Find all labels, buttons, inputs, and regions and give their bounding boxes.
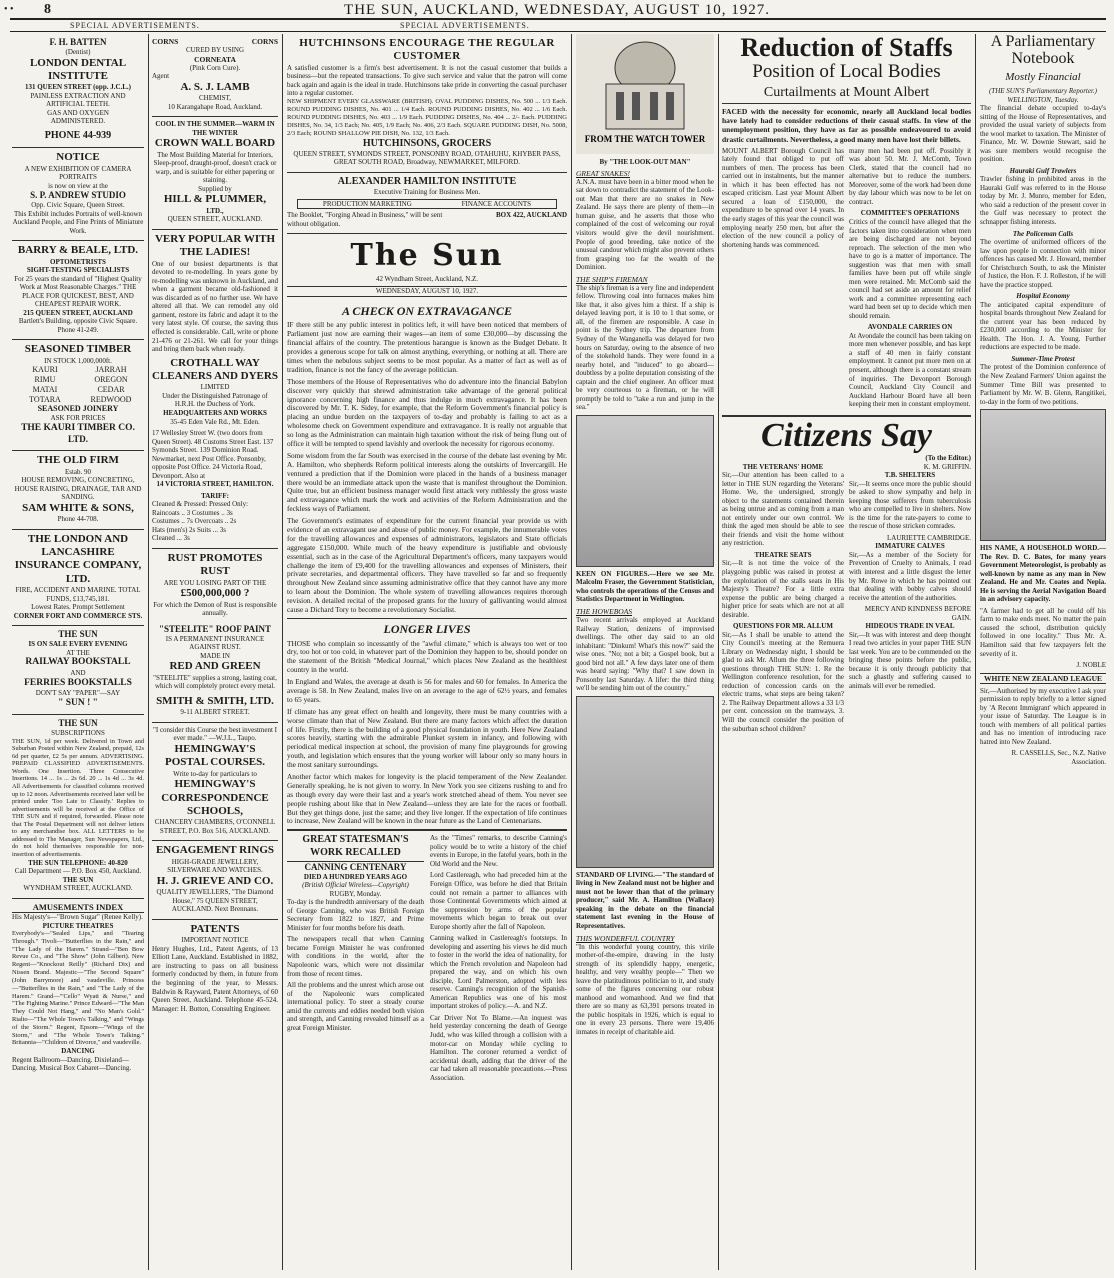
ad-text: Write to-day for particulars to bbox=[173, 769, 257, 778]
column-2-ads bbox=[152, 34, 278, 1268]
ad-text: Executive Training for Business Men. bbox=[373, 187, 481, 196]
paragraph: Sir,—It was with interest and deep thought I read two articles in your paper THE SUN last week. You are to be commended on the bringing these points before the public, because it is only through publicity that such a ghastly and suffering caused to animals will ever be remedied. bbox=[849, 630, 971, 690]
ad-text: WYNDHAM STREET, AUCKLAND. bbox=[23, 884, 133, 893]
amusements-title: AMUSEMENTS INDEX bbox=[12, 902, 144, 913]
paragraph: Those members of the House of Representatives who do adventure into the financial Babylon discover very quickly that shrewd administration take advantage of the general political ignorance concerning high finance and thus indulge in much extravagance. It has been discovered by Mr. T. K. Sidey, for example, that the Reform Government's financial policy is placing an undue burden on the taxpayers of to-day and probably is failing to act as a wholesome check on Government expenditure and extravagance. It is really not arguable that so long as the Administration can maintain high taxation without the risk of being flung out of office it will be tempted to spend lavishly and overlook the necessity for rigorous economy. bbox=[287, 376, 567, 448]
paragraph: At Avondale the council has been taking on more men whenever possible, and has kept a staff of 40 men in fairly constant employment. It cannot put more men on at present, although there is a constant stream of inquiries. The Devonport Borough Council, Auckland City Council and Auckland Harbour Board have all been keeping their men in constant employment. bbox=[849, 331, 971, 409]
letter-title: QUESTIONS FOR MR. ALLUM bbox=[733, 622, 833, 631]
ad-title: SMITH & SMITH, LTD. bbox=[156, 694, 274, 707]
ad-title: THE SUN bbox=[58, 629, 98, 640]
ad-steelite bbox=[152, 549, 278, 723]
ad-text: DON'T SAY "PAPER"—SAY bbox=[35, 689, 121, 698]
ad-row bbox=[287, 211, 567, 228]
section-subhead: AVONDALE CARRIES ON bbox=[867, 323, 953, 332]
story-dateline: RUGBY, Monday. bbox=[329, 889, 382, 898]
ad-text: ADMINISTERED. bbox=[50, 117, 106, 126]
wood-item: TOTARA bbox=[29, 394, 61, 404]
wood-item: KAURI bbox=[32, 365, 58, 375]
section-subhead: WHITE NEW ZEALAND LEAGUE bbox=[980, 673, 1106, 684]
ad-title: HEMINGWAY'S bbox=[174, 778, 256, 791]
ad-row bbox=[297, 199, 557, 210]
ad-text: COOL IN THE SUMMER—WARM IN THE WINTER bbox=[155, 120, 275, 137]
paragraph: Critics of the council have alleged that the factors taken into consideration when men are being discharged are not beyond reproach. The selection of the men who have to go is a matter of importance. The suggestion was that men with small families have been put off while single men were retained. Mr. McComb said the council had set aside an amount for relief work and a committee representing each ward had been set up to decide which men should remain. bbox=[849, 217, 971, 320]
dance-list: Regent Ballroom—Dancing. Dixieland—Dancing. Musical Box Cabaret—Dancing. bbox=[12, 1055, 132, 1073]
notebook-subhead: Mostly Financial bbox=[1005, 70, 1081, 83]
paragraph: Lord Castlereagh, who had preceded him at the Foreign Office, was before he died that Britain could not remain a partner to alliances with those Continental Governments which aimed at the suppression by arms of the popular movements which began to break out over Europe shortly after the fall of Napoleon. bbox=[430, 871, 567, 931]
photo-malcolm-fraser bbox=[576, 415, 714, 567]
ad-text: Under the Distinguished Patronage of H.R.H. the Duchess of York. bbox=[162, 391, 268, 409]
reduction-subhead-2: Curtailments at Mount Albert bbox=[722, 84, 971, 104]
ad-text: One of our busiest departments is that devoted to re-modelling. In years gone by re-modelling was unknown in Auckland, and when a garment became old-fashioned it was discarded as of no further use. We have altered all that. We can remodel any old garment, restore its fabric and adapt it to the very latest style. Of course, the saving thus effected is considerable. Call, write or phone 21-476 or 21-261. We call for your things and bring them back when ready. bbox=[152, 259, 278, 354]
paragraph: many men had been put off. Possibly it was about 50. Mr. J. McComb, Town Clerk, stated that the council had no alternative but to reduce the numbers. Moreover, some of the work had been done by day labour which was now to be let on contract. bbox=[849, 146, 971, 206]
notebook-headline: A Parliamentary Notebook bbox=[990, 34, 1096, 67]
column-6-notebook bbox=[980, 34, 1106, 1268]
ad-text: 215 QUEEN STREET, AUCKLAND bbox=[23, 308, 133, 317]
subscriptions-block bbox=[12, 715, 144, 898]
ad-title: INSURANCE COMPANY, bbox=[14, 559, 142, 572]
amusements-index bbox=[12, 899, 144, 1073]
ad-text: LIMITED bbox=[200, 383, 230, 392]
ad-text: 10 Karangahape Road, Auckland. bbox=[167, 102, 263, 111]
ad-text: The Booklet, "Forging Ahead in Business," will be sent without obligation. bbox=[287, 211, 443, 228]
paragraph: Car Driver Not To Blame.—An inquest was held yesterday concerning the death of George Judd, who was killed through a collision with a motor-car on Monday while cycling to Hamilton. The coroner returned a verdict of accidental death, adding that the driver of the car had taken all reasonable precautions.—Press Association. bbox=[430, 1013, 567, 1082]
ad-title: RUST PROMOTES RUST bbox=[167, 551, 263, 578]
amusements-subtitle: DANCING bbox=[61, 1047, 95, 1056]
ad-title: FERRIES BOOKSTALLS bbox=[24, 677, 132, 688]
reduction-right bbox=[849, 147, 971, 412]
column-rule bbox=[282, 34, 283, 1270]
ad-title: H. J. GRIEVE AND CO. bbox=[156, 874, 274, 887]
reduction-intro: FACED with the necessity for economic, nearly all Auckland local bodies have lately had to consider reductions of their casual staffs. In view of the unemployment position, they have as far as possible endeavoured to avoid drastic curtailments. Nevertheless, a good many men have lost their billets. bbox=[722, 107, 971, 144]
letter-signature: R. CASSELLS, Sec., N.Z. Native Association. bbox=[1011, 749, 1106, 766]
tariff-row: Hats (men's) 2s Suits ... 3s bbox=[152, 525, 226, 534]
ad-text: ASK FOR PRICES bbox=[50, 414, 106, 423]
section-subhead: THIS WONDERFUL COUNTRY bbox=[576, 933, 675, 943]
ad-text: QUALITY JEWELLERS, "The Diamond House," 75 QUEEN STREET, AUCKLAND. Next Brennans. bbox=[156, 888, 274, 914]
wood-list bbox=[12, 365, 144, 404]
paragraph: Sir,—Our attention has been called to a letter in THE SUN regarding the Veterans' Home. We, the undersigned, strongly object to the statements contained therein as being untrue and as coming from a man not entirely under our own control. We think the aged men should be able to see their friends and visit the home without any restriction. bbox=[722, 471, 844, 548]
ad-title: CROWN WALL BOARD bbox=[154, 137, 276, 150]
paragraph: The Government's estimates of expenditure for the current financial year provide us with evidence of an extravagant use and abuse of public money. For example, the innumerable votes for the travelling allowances and expenses of administrators, legislators and State officials aggregate £150,000. While much of the heavy expenditure is justifiable and obviously essential, such as in the case of the Agricultural Department's officers, many taxpayers would challenge the item of £9,400 for the travelling allowances and expenses of Ministers, their private secretaries, and departmental officers. They have travelled so far and so frequently throughout New Zealand since assuming administrative office that they cannot have any more to learn about the Dominion. The whole system of travelling allowances requires thorough revision. A detailed recital of the proposed grants for the luxury of gallivanting would almost cause a Dichard Tory to become a revolutionary Socialist. bbox=[287, 516, 567, 614]
ad-text: A NEW EXHIBITION OF CAMERA bbox=[24, 164, 132, 173]
ad-text: Call Department — P.O. Box 450, Auckland. bbox=[14, 867, 142, 876]
amusement-item: His Majesty's—"Brown Sugar" (Renee Kelly). bbox=[12, 912, 143, 921]
section-label-center: SPECIAL ADVERTISEMENTS. bbox=[400, 21, 530, 30]
editorial-body bbox=[287, 321, 567, 615]
paragraph: A.N.A. must have been in a bitter mood when he sat down to contradict the statement of the Look-out Man that there are no snakes in New Zealand. He says there are plenty of them—in human guise, and he asserts that those who complained of the cost of welcoming our royal visitors would give the devil nourishment. People of good breeding, take notice of the unusual candour which might also prevent others from grasping too far the wealth of the Dominion. bbox=[576, 177, 714, 272]
paragraph: The ship's fireman is a very fine and independent fellow. Throwing coal into furnaces makes him like that, it also gives him a thirst. If a ship is delayed leaving port, it is 10 to 1 that some, or all, of the firemen are responsible. A case in point is the Sydney trip. The departure from Sydney of the Wanganella was delayed for two hours on Saturday, owing to the absence of two of the stokehold hands. They were found in a nearby hotel, and "induced" to go aboard—doubtless by a polite deputation consisting of the captain and the chief engineer. An officer must be very courteous to a fireman, or he will promptly be told to "take a run and jump in the sea." bbox=[576, 283, 714, 412]
ad-text: 17 Wellesley Street W. (two doors from Queen Street). 48 Customs Street East. 137 Symonds Street. 139 Dominion Road. Newmarket, next Post Office. Ponsonby, opposite Post Office. 24 Victoria Road, Devonport. Also at bbox=[152, 429, 274, 480]
ad-text: AT THE bbox=[66, 648, 90, 657]
ad-text: BOX 422, AUCKLAND bbox=[496, 211, 567, 220]
ad-title: RAILWAY BOOKSTALL bbox=[25, 657, 131, 668]
tariff-row: Cleaned & Pressed: Pressed Only: bbox=[152, 500, 249, 509]
tower-window bbox=[616, 92, 624, 120]
letter-signature: MERCY AND KINDNESS BEFORE GAIN. bbox=[864, 605, 971, 622]
ad-title: LANCASHIRE bbox=[41, 546, 115, 559]
ad-text: (Dentist) bbox=[65, 47, 91, 56]
canning-left bbox=[287, 834, 424, 1085]
ad-phone: PHONE 44-939 bbox=[44, 129, 112, 141]
paragraph: If climate has any great effect on health and longevity, there must be many countries with a worse climate than that of New Zealand. But there are many factors which affect the duration of life. Firstly, there is the building of a good physical foundation in youth. Here New Zealand scores heavily, starting with the admirable Plunket system in infancy, and following with periodical medical inspection at school, the provision of many fine playgrounds for growing youth, and legislation which ensures that the young worker will labour only so many hours in the most sanitary surroundings. bbox=[287, 706, 567, 770]
ad-title: NOTICE bbox=[56, 151, 100, 164]
paragraph: MOUNT ALBERT Borough Council has lately found that obliged to put off numbers of men. The process has been carried out in instalments, but the manner in which it has been effected has not escaped criticism. Last year Mount Albert secured a loan of £150,000, the expenditure to be spread over 14 years. In the early stages of this year the council was employing nearly 250 men, but after the election of the new council a policy of shortening hands was commenced. bbox=[722, 146, 844, 249]
ad-title: LTD. bbox=[65, 572, 91, 585]
ad-title: THE SUN bbox=[58, 718, 98, 729]
ad-alexander-hamilton bbox=[287, 173, 567, 234]
paragraph: The protest of the Dominion conference of the New Zealand Farmers' Union against the Summer Time Bill was presented to Parliament by Mr. W. B. Glenn, Rangitikei, to-day in the form of two petitions. bbox=[980, 363, 1106, 406]
paragraph: "In this wonderful young country, this virile mother-of-the-empire, drawing in the lusty strength of its splendidly happy, energetic, healthy, and very wealthy people—" Then we leave the platitudinous politician to it, and study some of the figures concerning our robust manhood and womanhood. And we find that there are so many as 63,391 persons treated in the public hospitals in 1926, which is equal to one in every 23 persons. There were 19,406 inmates in receipt of charitable aid. bbox=[576, 942, 714, 1036]
section-subhead: THE HOWEBOAS bbox=[576, 606, 633, 616]
section-subhead: Summer-Time Protest bbox=[1011, 354, 1075, 363]
ad-title: HEMINGWAY'S bbox=[174, 742, 256, 755]
notebook-credit: (THE SUN'S Parliamentary Reporter.) WELLINGTON, Tuesday. bbox=[988, 87, 1098, 104]
ad-title: BARRY & BEALE, LTD. bbox=[17, 244, 139, 257]
reduction-headline: Reduction of Staffs bbox=[740, 34, 953, 62]
ad-title: HUTCHINSONS ENCOURAGE THE REGULAR CUSTOMER bbox=[299, 37, 555, 63]
ad-andrew-studio bbox=[12, 148, 144, 241]
paragraph: IF there still be any public interest in politics left, it will have been noticed that members of Parliament just now are earning their wages—an item of some £30,000—by discussing the financial affairs of the country. The pretentious harangue is known as the Budget Debate. It provides a generous scope for talk on almost anything, everything, or nothing at all. There are times when the nebulous subject seems to be most popular. As a matter of fact as well as of tradition, finance is not the fancy of the average politician. bbox=[287, 320, 567, 374]
ad-text: LTD., bbox=[206, 206, 224, 215]
paragraph: The overtime of uniformed officers of the law upon people in connection with minor offences has caused Mr. J. Howard, member for Christchurch South, to ask the Minister of Justice, the Hon. F. J. Rolleston, if he will have the practice stopped. bbox=[980, 238, 1106, 289]
ad-title: INSTITUTE bbox=[48, 69, 108, 82]
section-subhead: Hospital Economy bbox=[1016, 292, 1070, 301]
ad-text: HEADQUARTERS AND WORKS bbox=[163, 409, 267, 417]
column-rule bbox=[975, 34, 976, 1270]
nameplate-date: WEDNESDAY, AUGUST 10, 1927. bbox=[287, 286, 567, 297]
reduction-subhead: Position of Local Bodies bbox=[752, 61, 941, 83]
ad-text: CHEMIST, bbox=[199, 94, 231, 103]
ad-patents bbox=[152, 920, 278, 1013]
photo-rev-bates bbox=[980, 409, 1106, 541]
ad-text: PAINLESS EXTRACTION AND bbox=[30, 91, 126, 100]
ad-text: ARTIFICIAL TEETH. bbox=[46, 100, 110, 109]
letters-left bbox=[722, 463, 844, 736]
longer-lives-body bbox=[287, 640, 567, 827]
section-subhead: Hauraki Gulf Trawlers bbox=[1009, 166, 1077, 175]
ad-text: The Most Building Material for Interiors, Sleep-proof, draught-proof, doesn't crack or warp, and is suitable for either papering or staining. bbox=[153, 150, 277, 185]
paragraph: The financial debate occupied to-day's sitting of the House of Representatives, and provided the usual variety of subjects from the wool market to taxation. The Minister of Finance, Mr. W. Downie Stewart, said he was sure members would recognise the position. bbox=[980, 104, 1106, 164]
letter-title: THE VETERANS' HOME bbox=[742, 462, 824, 471]
wood-item: RIMU bbox=[34, 375, 56, 385]
photo-caption: STANDARD OF LIVING.—"The standard of living in New Zealand must not be higher and must not be lower than that of the primary producer," said Mr. A. Hamilton (Wallace) speaking in the debate on the financial statement last evening in the House of Representatives. bbox=[576, 870, 714, 930]
ad-text: Bartlett's Building, opposite Civic Square. bbox=[18, 317, 138, 326]
letter-signature: K. M. GRIFFIN. bbox=[923, 462, 971, 471]
paragraph: THOSE who complain so incessantly of the "awful climate," which is always too wet or too dry, too hot or too cold, in whatever part of the Dominion they happen to be, should ponder on the statement of the British "Medical Journal," which places New Zealand as the healthiest country in the world. bbox=[287, 638, 567, 675]
ad-text: (Pink Corn Cure). bbox=[189, 63, 241, 72]
letter-signature: LAURIETTE CAMBRIDGE. bbox=[887, 533, 971, 542]
section-label-left: SPECIAL ADVERTISEMENTS. bbox=[70, 21, 200, 30]
paragraph: Another factor which makes for longevity is the placid temperament of the New Zealander. Generally speaking, he is not given to worry. In New York you see citizens rushing to and fro as though every day were their last and a year's work stretched ahead of them. You never see people rushing about like that in New Zealand—unless they are late for the races or football. But they get things done, just the same; and they live longer. If the expectation of life continues to increase, New Zealand will be known in the near future as the Land of Centenarians. bbox=[287, 771, 567, 826]
ad-text: Agent bbox=[152, 72, 170, 81]
paragraph: All the problems and the unrest which arose out of the Napoleonic wars complicated international policy. To steer a steady course amid the currents and eddies needed both vision and strength, and Canning revealed himself as a great Foreign Minister. bbox=[287, 981, 424, 1032]
paragraph: Some wisdom from the far South was exercised in the course of the debate last evening by Mr. A. Hamilton, who shepherds Reform political interests along the outskirts of Invercargill. He ventured a prediction that if the Dominion were placed in the hands of a business manager there would be an immediate attack upon the waste that is manifest throughout the Dominion. Quite true, but an efficient business manager would first attack very ruthlessly the gross waste and extravagance which mark the work and activities of the Reform Administration and the feckless ways of Parliament. bbox=[287, 450, 567, 514]
paragraph: The anticipated capital expenditure of hospital boards throughout New Zealand for the current year has been reduced by £230,000 according to the Minister for Health. The Hon. J. A. Young. Further reductions are expected to be made. bbox=[980, 300, 1106, 352]
ad-text: AGAINST RUST. bbox=[189, 643, 241, 652]
ad-title: CORNEATA bbox=[194, 54, 236, 64]
to-editor: (To the Editor.) bbox=[925, 454, 971, 463]
letters-body bbox=[722, 463, 971, 736]
editorial-title: A CHECK ON EXTRAVAGANCE bbox=[342, 303, 512, 318]
ad-text: IS A PERMANENT INSURANCE bbox=[165, 634, 265, 643]
wood-item: MATAI bbox=[32, 384, 58, 394]
paragraph: Two recent arrivals employed at Auckland Railway Station, denizens of improvised dwellings. The other day said to an old inhabitant: "Dinkum! What's this now?" said the wise ones. "No; not a bit; a Gospel book, but a good bird not all." A few days later one of them was heard saying: "Why that? I saw down in Ponsonby last Saturday. A lifer: the third thing we'll be sending him out of the country." bbox=[576, 616, 714, 693]
column-1-ads bbox=[12, 34, 144, 1268]
wood-item: OREGON bbox=[94, 375, 128, 385]
ad-title: CROTHALL WAY bbox=[170, 356, 260, 369]
photo-hamilton bbox=[576, 696, 714, 868]
column-rule bbox=[571, 34, 572, 1270]
ad-title: VERY POPULAR WITH bbox=[154, 232, 275, 245]
ad-title: HUTCHINSONS, GROCERS bbox=[362, 137, 492, 149]
ad-text: For which the Demon of Rust is responsible annually. bbox=[153, 600, 277, 618]
ad-title: SCHOOLS, bbox=[187, 804, 243, 817]
sun-logo: The Sun bbox=[350, 238, 504, 274]
ad-title: ALEXANDER HAMILTON INSTITUTE bbox=[337, 175, 517, 187]
photo-caption: HIS NAME, A HOUSEHOLD WORD.—The Rev. D. C. Bates, for many years Government Meteorologist, is probably as well-known by name as any man in New Zealand. He and Mr. Coates and Nepia. He is serving the Aerial Navigation Board in an advisory capacity. bbox=[980, 544, 1106, 604]
ad-text: PORTRAITS bbox=[59, 173, 97, 182]
ad-title: SEASONED TIMBER bbox=[24, 343, 132, 356]
ad-corneata bbox=[152, 34, 278, 117]
ad-text: FINANCE ACCOUNTS bbox=[461, 199, 532, 208]
paragraph: Sir,—As a member of the Society for Prevention of Cruelty to Animals, I read with interest and a little disgust the letter by Mr. Rowe in which he has pointed out that dealing with bobby calves should receive the attention of the authorities. bbox=[849, 550, 971, 602]
paragraph: Sir,—It seems once more the public should be asked to show sympathy and help in keeping those sufferers from tuberculosis who are compelled to live in shelters. Now is the time for the rate-payers to come to the rescue of those stricken comrades. bbox=[849, 479, 971, 531]
paragraph: Canning walked in Castlereagh's footsteps. In developing and asserting his views he did much to foster in the world the idea of nationality, for which the French revolution and Napoleon had prepared the way, and on which his own disciple, Lord Palmerston, adopted with less reserve. Canning's recognition of the Spanish-American Republics was one of his most important strokes of policy.—A. and N.Z. bbox=[430, 934, 567, 1011]
section-subhead: GREAT SNAKES! bbox=[576, 168, 630, 178]
ad-text: PRODUCTION MARKETING bbox=[322, 199, 412, 208]
corner-dots: • • bbox=[4, 4, 14, 15]
citizens-say-header bbox=[722, 415, 971, 463]
ad-text: NEW SHIPMENT EVERY GLASSWARE (BRITISH). OVAL PUDDING DISHES, No. 500 ... 1/3 Each. ROUND PUDDING DISHES, No. 401 ... 1/4 Each. ROUND PUDDING DISHES, No. 402 ... 1/6 Each. ROUND PUDDING DISHES, No. 403 ... 1/9 Each. PUDDING DISHES, No. 404 ... 2/- Each. PUDDING DISHES, No. 34, 1/3 Each; No. 405, 1/9 Each; No. 406, 2/3 Each. SQUARE PUDDING DISH, No. 5008, 2/3 Each; ROUND SHALLOW PIE DISH, No. 132, 1/3 Each. bbox=[287, 97, 567, 137]
theatre-list: Everybody's—"Sealed Lips," and "Tearing Through." Tivoli—"Butterflies in the Rain," and "The Lady of the Harem." Strand—"Ben Bow Revue Co., and "The Show" (John Gilbert). New Regent—"Knockout Reilly" (Richard Dix) and Nissen Brand. Majestic—"The Second Square" (John Barrymore) and vaudeville. Princess—"Butterflies in the Rain," and "The Lady of the Harem." Grand—"'Cello" Wyatt & Nurse," and "The Fighting Marine." Prince Edward—"The Man They Could Not Hang," and "No Man's Gold." Rialto—"The Whole Town's Talking," and "Wings of the Storm." Regent, Epsom—"Wings of the Storm," and "The Whole Town's Talking." Britannia—"Children of Divorce," and vaudeville. bbox=[12, 930, 144, 1047]
ad-text: Opp. Civic Square, Queen Street. bbox=[31, 201, 125, 210]
section-subhead: COMMITTEE'S OPERATIONS bbox=[860, 209, 960, 218]
ad-title: LTD. bbox=[68, 434, 88, 445]
citizens-headline: Citizens Say bbox=[761, 416, 932, 454]
letter-title: IMMATURE CALVES bbox=[875, 542, 945, 551]
ad-text: 131 QUEEN STREET (opp. J.C.L.) bbox=[24, 83, 132, 92]
ad-title: CLEANERS AND DYERS bbox=[152, 370, 278, 382]
ad-text: ARE YOU LOSING PART OF THE bbox=[163, 578, 267, 587]
ad-text: 14 VICTORIA STREET, HAMILTON. bbox=[156, 480, 274, 489]
letter-title: HIDEOUS TRADE IN VEAL bbox=[865, 622, 955, 631]
paragraph: Sir,—As I shall be unable to attend the City Council's meeting at the Remuera Library on Wednesday night, I should be glad to ask Mr. Allum the three following questions through THE SUN: 1. Re the Wellington conference resolution, for the reduction of concession cards on the electric trams, what steps are being taken? 2. The Railway Department allows a 33 1/3 per cent. concession on the tramways. 3. Will the council consider the position of the suburban school children? bbox=[722, 630, 844, 733]
story-credit: (British Official Wireless—Copyright) bbox=[302, 881, 409, 890]
column-rule bbox=[718, 34, 719, 1270]
wood-item: JARRAH bbox=[95, 365, 127, 375]
byline: By "THE LOOK-OUT MAN" bbox=[599, 158, 691, 167]
ad-text: HOUSE REMOVING, CONCRETING, HOUSE RAISING, DRAINAGE, TAR AND SANDING. bbox=[14, 476, 142, 502]
ad-sun-bookstall bbox=[12, 626, 144, 715]
ad-title: " SUN ! " bbox=[58, 697, 98, 708]
ad-title: THE KAURI TIMBER CO. bbox=[21, 422, 135, 433]
ad-title: LONDON DENTAL bbox=[29, 56, 127, 69]
ad-text: Phone 41-249. bbox=[57, 325, 99, 334]
sun-nameplate bbox=[287, 234, 567, 301]
wood-item: CEDAR bbox=[97, 384, 125, 394]
tariff-row: Raincoats .. 3 Costumes .. 3s bbox=[152, 508, 233, 517]
ad-title: THE LADIES! bbox=[179, 246, 251, 259]
ad-text: CORNER FORT AND COMMERCE STS. bbox=[13, 611, 143, 620]
ad-text: FIRE, ACCIDENT AND MARINE. TOTAL FUNDS, £13,745,181. bbox=[15, 586, 141, 603]
canning-right bbox=[430, 834, 567, 1085]
column-rule bbox=[148, 34, 149, 1270]
ad-text: "I consider this Course the best investment I ever made." —W.J.L., Taupo. bbox=[153, 725, 277, 743]
ad-text: 9-11 ALBERT STREET. bbox=[180, 708, 250, 717]
ad-title: THE LONDON AND bbox=[27, 532, 129, 545]
page-number: 8 bbox=[44, 2, 51, 17]
column-3-editorial bbox=[287, 34, 567, 1268]
ad-text: Henry Hughes, Ltd., Patent Agents, of 13 Elliott Lane, Auckland. Established in 1882, are instructing to pass on all business formerly conducted by them, in future from the beginning of the year, to Messrs. Baldwin & Rayward, Patent Attorneys, of 60 Queen Street, Auckland. Telephone 45-524. Manager: H. Button, Consulting Engineer. bbox=[152, 944, 278, 1013]
story-headline: GREAT STATESMAN'S bbox=[302, 834, 409, 846]
ad-text: Lowest Rates. Prompt Settlement bbox=[31, 603, 125, 612]
ad-text: IMPORTANT NOTICE bbox=[181, 936, 249, 945]
ad-barry-beale bbox=[12, 241, 144, 340]
letters-right bbox=[849, 463, 971, 736]
ad-crown-wall-board bbox=[152, 117, 278, 230]
ad-text: Estab. 90 bbox=[64, 467, 92, 476]
letter-title: T.B. SHELTERS bbox=[884, 471, 936, 480]
ad-text: IN STOCK 1,000,000ft. bbox=[44, 356, 112, 365]
amusements-subtitle: PICTURE THEATRES bbox=[42, 921, 114, 930]
subscriptions-text: THE SUN, 1d per week. Delivered in Town and Suburban Posted within New Zealand, prepaid, 12s 6d per quarter, £2 5s per annum. ADVERTISING. PREPAID CLASSIFIED ADVERTISEMENTS. Words. One Insertion. Three Consecutive Insertions. 14 ... 1s ... 2s 6d. 20 ... 1s 4d ... 3s 4d. All Advertisements for classified columns received up to 12 noon. Advertisements received later will be printed under 'Too Late to Classify.' Replies to advertisements will be received at the Office of THE SUN and if required, forwarded. Please note that The Postal Department will not deliver letters to any merchandise box. ALL LETTERS to be addressed to The Manager, Sun Newspapers, Ltd., do not hold themselves responsible for non-insertion of advertisements. bbox=[12, 737, 144, 858]
ad-text: IS ON SALE EVERY EVENING bbox=[28, 640, 128, 649]
header-rule-2 bbox=[10, 31, 1106, 32]
story-subhead: DIED A HUNDRED YEARS AGO bbox=[303, 872, 408, 881]
reduction-left bbox=[722, 147, 844, 412]
story-headline: WORK RECALLED bbox=[310, 846, 401, 858]
ad-title: HILL & PLUMMER, bbox=[163, 193, 267, 206]
header-rule bbox=[10, 18, 1106, 20]
tariff-row: Costumes .. 7s Overcoats .. 2s bbox=[152, 517, 237, 526]
ad-batten bbox=[12, 34, 144, 148]
watch-tower-banner: FROM THE WATCH TOWER bbox=[584, 134, 706, 144]
ad-title: CORRESPONDENCE bbox=[161, 791, 269, 804]
ad-title: POSTAL COURSES. bbox=[164, 756, 266, 769]
section-subhead: THE SHIP'S FIREMAN bbox=[576, 274, 648, 284]
reduction-body bbox=[722, 147, 971, 412]
editorial-title: LONGER LIVES bbox=[287, 618, 567, 637]
paragraph: Sir,—Authorised by my executive I ask your permission to reply briefly to a letter signed by 'A Recent Immigrant' which appeared in your issue of Saturday. The League is in touch with members of all political parties and has no intention of introducing race hatred into New Zealand. bbox=[980, 686, 1106, 746]
ad-london-lancashire bbox=[12, 530, 144, 627]
ad-text: SUBSCRIPTIONS bbox=[51, 729, 105, 738]
paragraph: In England and Wales, the average at death is 56 for males and 60 for females. In America the average is 58. In New Zealand, males live on an average to the age of 62½ years, and females to 65 years. bbox=[287, 677, 567, 704]
ad-text: HIGH-GRADE JEWELLERY, SILVERWARE AND WATCHES. bbox=[167, 857, 263, 875]
photo-caption: KEEN ON FIGURES.—Here we see Mr. Malcolm Fraser, the Government Statistician, who controls the operations of the Census and Statistics Department in Wellington. bbox=[576, 569, 714, 604]
paragraph: Sir,—It is not time the voice of the playgoing public was raised in protest at the exploitation of the stalls seats in His Majesty's Theatre? For a little extra expense the public are being charged a higher price for seats which are not at all desirable. bbox=[722, 559, 844, 619]
paragraph: As the "Times" remarks, to describe Canning's policy would be to write a history of the chief events in Europe, in the fateful years, both in the Old World and the New. bbox=[430, 834, 567, 868]
section-subhead: The Policeman Calls bbox=[1012, 229, 1074, 238]
story-subhead: CANNING CENTENARY bbox=[287, 861, 424, 873]
paragraph: To-day is the hundredth anniversary of the death of George Canning, who was British Foreign Secretary from 1822 to 1827, and Prime Minister for four months before his death. bbox=[287, 898, 424, 932]
ad-title-row bbox=[152, 37, 278, 46]
ad-text: Phone 44-708. bbox=[57, 515, 99, 524]
ad-hemingway bbox=[152, 723, 278, 842]
wood-item: REDWOOD bbox=[90, 394, 132, 404]
nameplate-address: 42 Wyndham Street, Auckland, N.Z. bbox=[375, 274, 479, 283]
ad-title: A. S. J. LAMB bbox=[180, 80, 250, 93]
ad-title: "STEELITE" ROOF PAINT bbox=[158, 623, 272, 634]
paragraph: Trawler fishing in prohibited areas in the Hauraki Gulf was referred to in the House today by Mr. J. Munro, member for Eden, who said a reduction of the present cover in the Gulf was necessary to protect the schnapper fishing interests. bbox=[980, 175, 1106, 226]
tower-window bbox=[666, 92, 674, 120]
ad-title: PATENTS bbox=[190, 922, 240, 935]
ad-hutchinsons bbox=[287, 34, 567, 173]
ad-title: CORNS bbox=[152, 37, 179, 46]
ad-text: MADE IN bbox=[200, 651, 230, 660]
ad-text: QUEEN STREET, SYMONDS STREET, PONSONBY ROAD, OTAHUHU, KHYBER PASS, GREAT SOUTH ROAD, Broadway, NEWMARKET, MILFORD. bbox=[293, 149, 561, 167]
masthead: THE SUN, AUCKLAND, WEDNESDAY, AUGUST 10, 1927. bbox=[344, 2, 770, 18]
ad-text: This Exhibit includes Portraits of well-known Auckland People, and Fine Prints of Miniature Work. bbox=[12, 209, 144, 235]
tariff-title: TARIFF: bbox=[201, 491, 229, 500]
paragraph: The newspapers recall that when Canning became Foreign Minister he was confronted with conditions in the world, after the Napoleonic wars, which were not dissimilar from those of recent times. bbox=[287, 935, 424, 978]
ad-text: For 25 years the standard of "Highest Quality Work at Most Reasonable Charges." THE PLACE FOR QUICKEST, BEST, AND CHEAPEST REPAIR WORK. bbox=[14, 274, 142, 309]
watch-tower-illustration bbox=[576, 34, 714, 154]
ad-text: OPTOMETRISTS bbox=[50, 257, 106, 266]
ad-grieve bbox=[152, 841, 278, 919]
tariff-row: Cleaned ... 3s bbox=[152, 534, 190, 543]
ad-title: S. P. ANDREW STUDIO bbox=[30, 190, 126, 201]
ad-crothall bbox=[152, 230, 278, 549]
ad-title: F. H. BATTEN bbox=[49, 37, 107, 47]
ad-text: QUEEN STREET, AUCKLAND. bbox=[167, 215, 263, 224]
ad-text: AND bbox=[70, 669, 86, 678]
ad-text: Supplied by bbox=[198, 184, 232, 193]
ad-text: SEASONED JOINERY bbox=[37, 404, 119, 414]
column-4-watchtower bbox=[576, 34, 714, 1268]
ad-title: RED AND GREEN bbox=[169, 660, 261, 673]
ad-title: ENGAGEMENT RINGS bbox=[155, 844, 275, 857]
ad-title: SAM WHITE & SONS, bbox=[22, 501, 134, 514]
ad-kauri-timber bbox=[12, 340, 144, 451]
letter-title: THEATRE SEATS bbox=[754, 550, 812, 559]
canning-section bbox=[287, 829, 567, 1085]
ad-old-firm bbox=[12, 451, 144, 529]
ad-title: CORNS bbox=[251, 37, 278, 46]
letter-signature: J. NOBLE bbox=[1076, 661, 1106, 670]
ad-title: £500,000,000 ? bbox=[180, 587, 250, 600]
ad-text: THE SUN TELEPHONE: 40-820 bbox=[28, 858, 128, 867]
ad-text: THE SUN bbox=[62, 875, 94, 884]
ad-title: THE OLD FIRM bbox=[37, 454, 119, 467]
ad-text: is now on view at the bbox=[48, 181, 108, 190]
paragraph: "A farmer had to get all he could off his farm to make ends meet. No matter the pain caused the school, distribution quickly followed in one locality." Thus Mr. A. Hamilton said that few taxpayers felt the severity of it. bbox=[980, 606, 1106, 658]
ad-text: A satisfied customer is a firm's best advertisement. It is not the casual customer that builds a business—but the repeated transactions. To give such service and value that the patron will come back again and again is the ideal in trade. Hutchinsons take pride in converting the casual purchaser into a regular customer. bbox=[287, 63, 567, 98]
ad-text: CHANCERY CHAMBERS, O'CONNELL STREET, P.O. Box 516, AUCKLAND. bbox=[154, 818, 276, 835]
ad-text: CURED BY USING bbox=[185, 46, 245, 55]
ad-text: "STEELITE" supplies a strong, lasting coat, which will completely protect every metal. bbox=[153, 673, 277, 691]
ad-text: SIGHT-TESTING SPECIALISTS bbox=[26, 266, 130, 275]
column-5-news bbox=[722, 34, 971, 1268]
ad-text: 35-45 Eden Vale Rd., Mt. Eden. bbox=[170, 417, 260, 426]
ad-text: GAS AND OXYGEN bbox=[47, 108, 109, 117]
tower-window bbox=[632, 92, 640, 120]
tower-window bbox=[650, 92, 658, 120]
